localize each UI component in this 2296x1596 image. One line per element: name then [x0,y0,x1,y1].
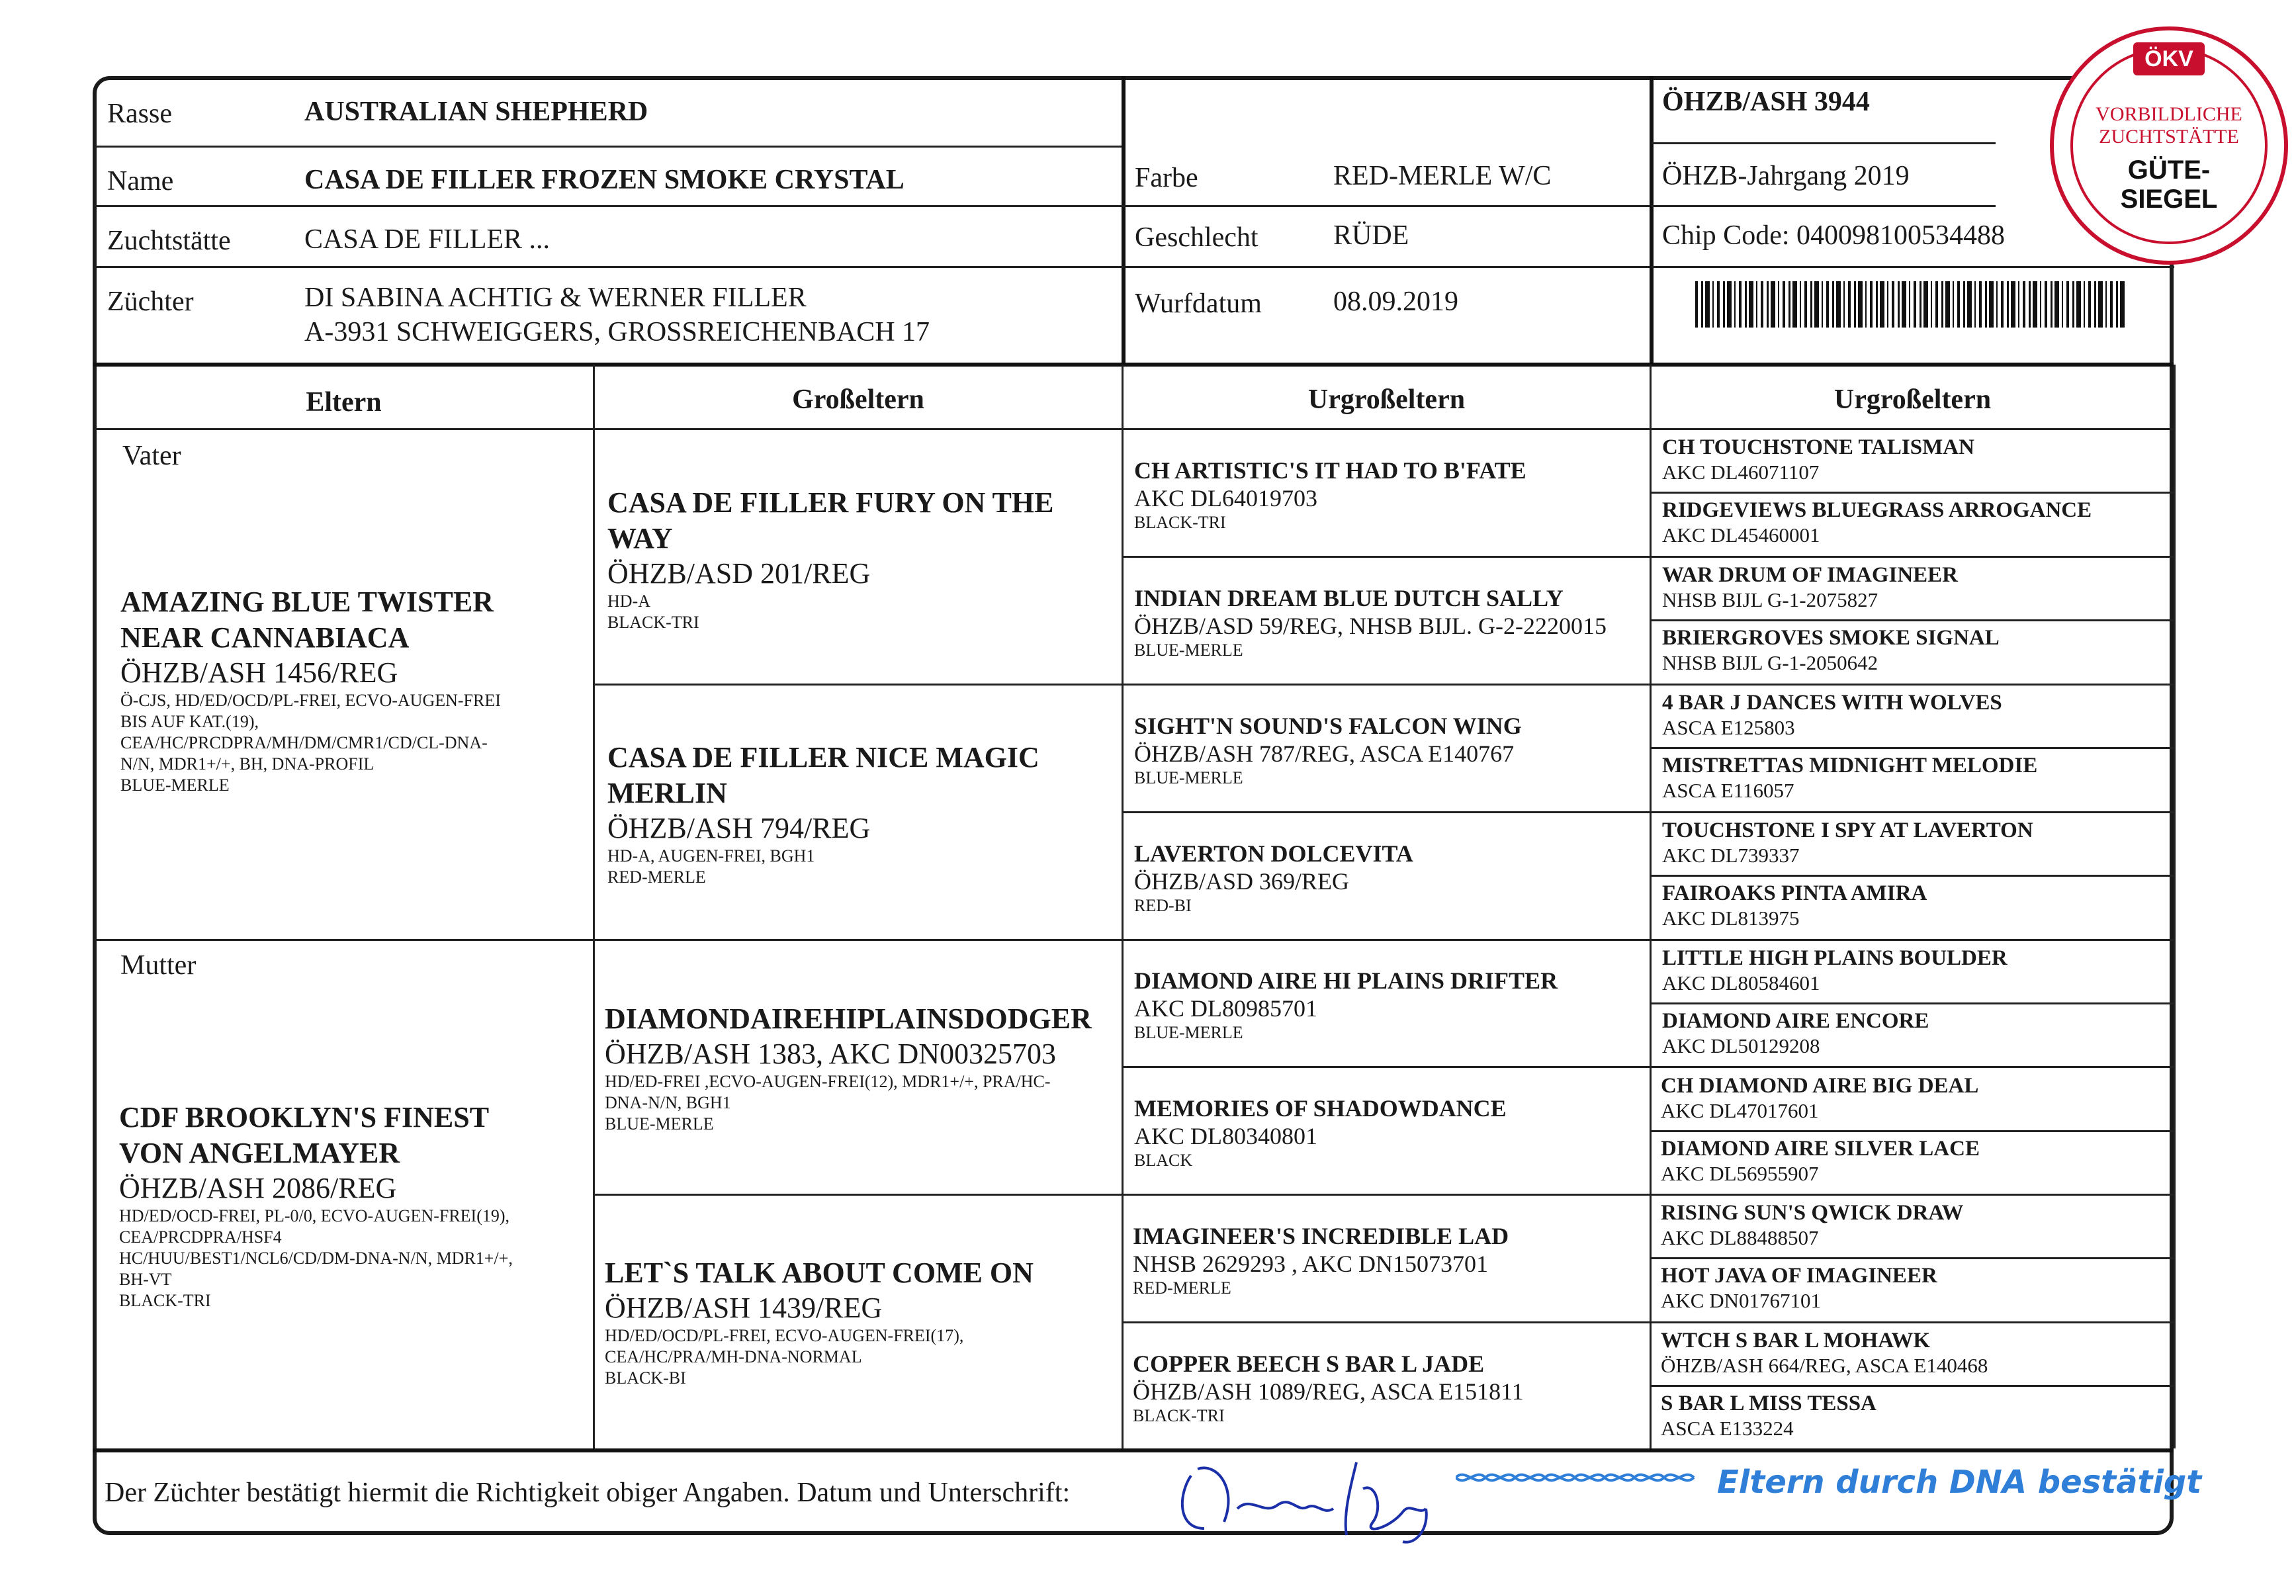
breed-value: AUSTRALIAN SHEPHERD [304,97,648,127]
chip-code: Chip Code: 040098100534488 [1662,220,2006,251]
great-grandparent-entry: CH ARTISTIC'S IT HAD TO B'FATE AKC DL64019703 BLACK-TRI [1134,457,1526,532]
dna-icon [1456,1468,1700,1487]
great-grandparent-entry: COPPER BEECH S BAR L JADE ÖHZB/ASH 1089/REG, ASCA E151811 BLACK-TRI [1133,1351,1524,1425]
breeder-label: Züchter [107,287,194,317]
quality-seal: ÖKV VORBILDLICHE ZUCHTSTÄTTE GÜTE- SIEGEL [2050,26,2288,265]
color-value: RED-MERLE W/C [1333,161,1552,191]
great-great-grandparent-entry: 4 BAR J DANCES WITH WOLVES ASCA E125803 [1662,691,2002,739]
great-grandparent-entry: MEMORIES OF SHADOWDANCE AKC DL80340801 BLACK [1134,1095,1507,1170]
great-great-grandparent-entry: FAIROAKS PINTA AMIRA AKC DL813975 [1662,881,1927,930]
col-urgrosseltern: Urgroßeltern [1307,384,1466,415]
grandparent-entry: DIAMONDAIREHIPLAINSDODGER ÖHZB/ASH 1383, AKC DN00325703 HD/ED-FREI ,ECVO-AUGEN-FREI(12), MDR1+/+, PRA/HC- DNA-N/N, BGH1 BLUE-MERLE [605,1002,1092,1133]
great-great-grandparent-entry: WAR DRUM OF IMAGINEER NHSB BIJL G-1-2075827 [1662,563,1959,611]
breeder-address: A-3931 SCHWEIGGERS, GROSSREICHENBACH 17 [304,317,930,347]
signature [1165,1449,1442,1548]
col-eltern: Eltern [306,387,382,418]
breeder-statement: Der Züchter bestätigt hiermit die Richtigkeit obiger Angaben. Datum und Unterschrift: [105,1478,1071,1508]
breeder-value: DI SABINA ACHTIG & WERNER FILLER [304,283,807,313]
great-great-grandparent-entry: RISING SUN'S QWICK DRAW AKC DL88488507 [1661,1201,1964,1249]
geschlecht-label: Geschlecht [1135,222,1258,253]
dna-confirmation: Eltern durch DNA bestätigt [1717,1464,2202,1501]
registry-year: ÖHZB-Jahrgang 2019 [1662,161,1910,191]
great-great-grandparent-entry: DIAMOND AIRE ENCORE AKC DL50129208 [1662,1009,1929,1057]
great-great-grandparent-entry: MISTRETTAS MIDNIGHT MELODIE ASCA E116057 [1662,754,2038,802]
kennel-value: CASA DE FILLER ... [304,224,551,255]
grandparent-entry: LET`S TALK ABOUT COME ON ÖHZB/ASH 1439/REG HD/ED/OCD/PL-FREI, ECVO-AUGEN-FREI(17), CEA/HC/PRA/MH-DNA-NORMAL BLACK-BI [605,1257,1034,1388]
col-ururgrosseltern: Urgroßeltern [1833,384,1992,415]
name-label: Name [107,166,174,197]
great-grandparent-entry: INDIAN DREAM BLUE DUTCH SALLY ÖHZB/ASD 59/REG, NHSB BIJL. G-2-2220015 BLUE-MERLE [1134,585,1607,660]
great-grandparent-entry: SIGHT'N SOUND'S FALCON WING ÖHZB/ASH 787/REG, ASCA E140767 BLUE-MERLE [1134,713,1522,787]
great-great-grandparent-entry: BRIERGROVES SMOKE SIGNAL NHSB BIJL G-1-2050642 [1662,626,2000,674]
wurfdatum-label: Wurfdatum [1135,288,1262,319]
zuchtstaette-label: Zuchtstätte [107,226,231,256]
great-great-grandparent-entry: S BAR L MISS TESSA ASCA E133224 [1661,1392,1877,1440]
sex-value: RÜDE [1333,220,1409,251]
registration-number: ÖHZB/ASH 3944 [1662,87,1870,117]
dog-name-value: CASA DE FILLER FROZEN SMOKE CRYSTAL [304,165,905,195]
great-great-grandparent-entry: WTCH S BAR L MOHAWK ÖHZB/ASH 664/REG, ASCA E140468 [1661,1329,1988,1377]
great-great-grandparent-entry: LITTLE HIGH PLAINS BOULDER AKC DL80584601 [1662,946,2008,995]
great-great-grandparent-entry: CH TOUCHSTONE TALISMAN AKC DL46071107 [1662,435,1974,484]
father-entry: AMAZING BLUE TWISTER NEAR CANNABIACA ÖHZB/ASH 1456/REG Ö-CJS, HD/ED/OCD/PL-FREI, ECVO-AUGEN-FREI BIS AUF KAT.(19), CEA/HC/PRCDPRA/MH/DM/CMR1/CD/CL-DNA- N/N, MDR1+/+, BH, DNA-PROFIL BLUE-MERLE [120,586,501,795]
great-great-grandparent-entry: RIDGEVIEWS BLUEGRASS ARROGANCE AKC DL45460001 [1662,498,2092,547]
great-great-grandparent-entry: HOT JAVA OF IMAGINEER AKC DN01767101 [1661,1264,1937,1312]
grandparent-entry: CASA DE FILLER NICE MAGIC MERLIN ÖHZB/ASH 794/REG HD-A, AUGEN-FREI, BGH1 RED-MERLE [607,741,1039,887]
great-great-grandparent-entry: CH DIAMOND AIRE BIG DEAL AKC DL47017601 [1661,1074,1979,1122]
vater-label: Vater [122,441,181,471]
birth-date-value: 08.09.2019 [1333,287,1458,317]
barcode [1695,281,2125,328]
grandparent-entry: CASA DE FILLER FURY ON THE WAY ÖHZB/ASD 201/REG HD-A BLACK-TRI [607,486,1054,632]
col-grosseltern: Großeltern [792,384,924,415]
great-grandparent-entry: LAVERTON DOLCEVITA ÖHZB/ASD 369/REG RED-BI [1134,840,1413,915]
great-great-grandparent-entry: DIAMOND AIRE SILVER LACE AKC DL56955907 [1661,1137,1980,1185]
great-great-grandparent-entry: TOUCHSTONE I SPY AT LAVERTON AKC DL739337 [1662,819,2033,867]
mother-entry: CDF BROOKLYN'S FINEST VON ANGELMAYER ÖHZB/ASH 2086/REG HD/ED/OCD-FREI, PL-0/0, ECVO-AUGEN-FREI(19), CEA/PRCDPRA/HSF4 HC/HUU/BEST1/NCL6/CD/DM-DNA-N/N, MDR1+/+, BH-VT BLACK-TRI [119,1101,513,1310]
farbe-label: Farbe [1135,163,1198,193]
mutter-label: Mutter [120,950,197,981]
great-grandparent-entry: DIAMOND AIRE HI PLAINS DRIFTER AKC DL80985701 BLUE-MERLE [1134,967,1558,1042]
rasse-label: Rasse [107,99,172,129]
okv-logo: ÖKV [2133,42,2205,75]
great-grandparent-entry: IMAGINEER'S INCREDIBLE LAD NHSB 2629293 , AKC DN15073701 RED-MERLE [1133,1223,1509,1298]
